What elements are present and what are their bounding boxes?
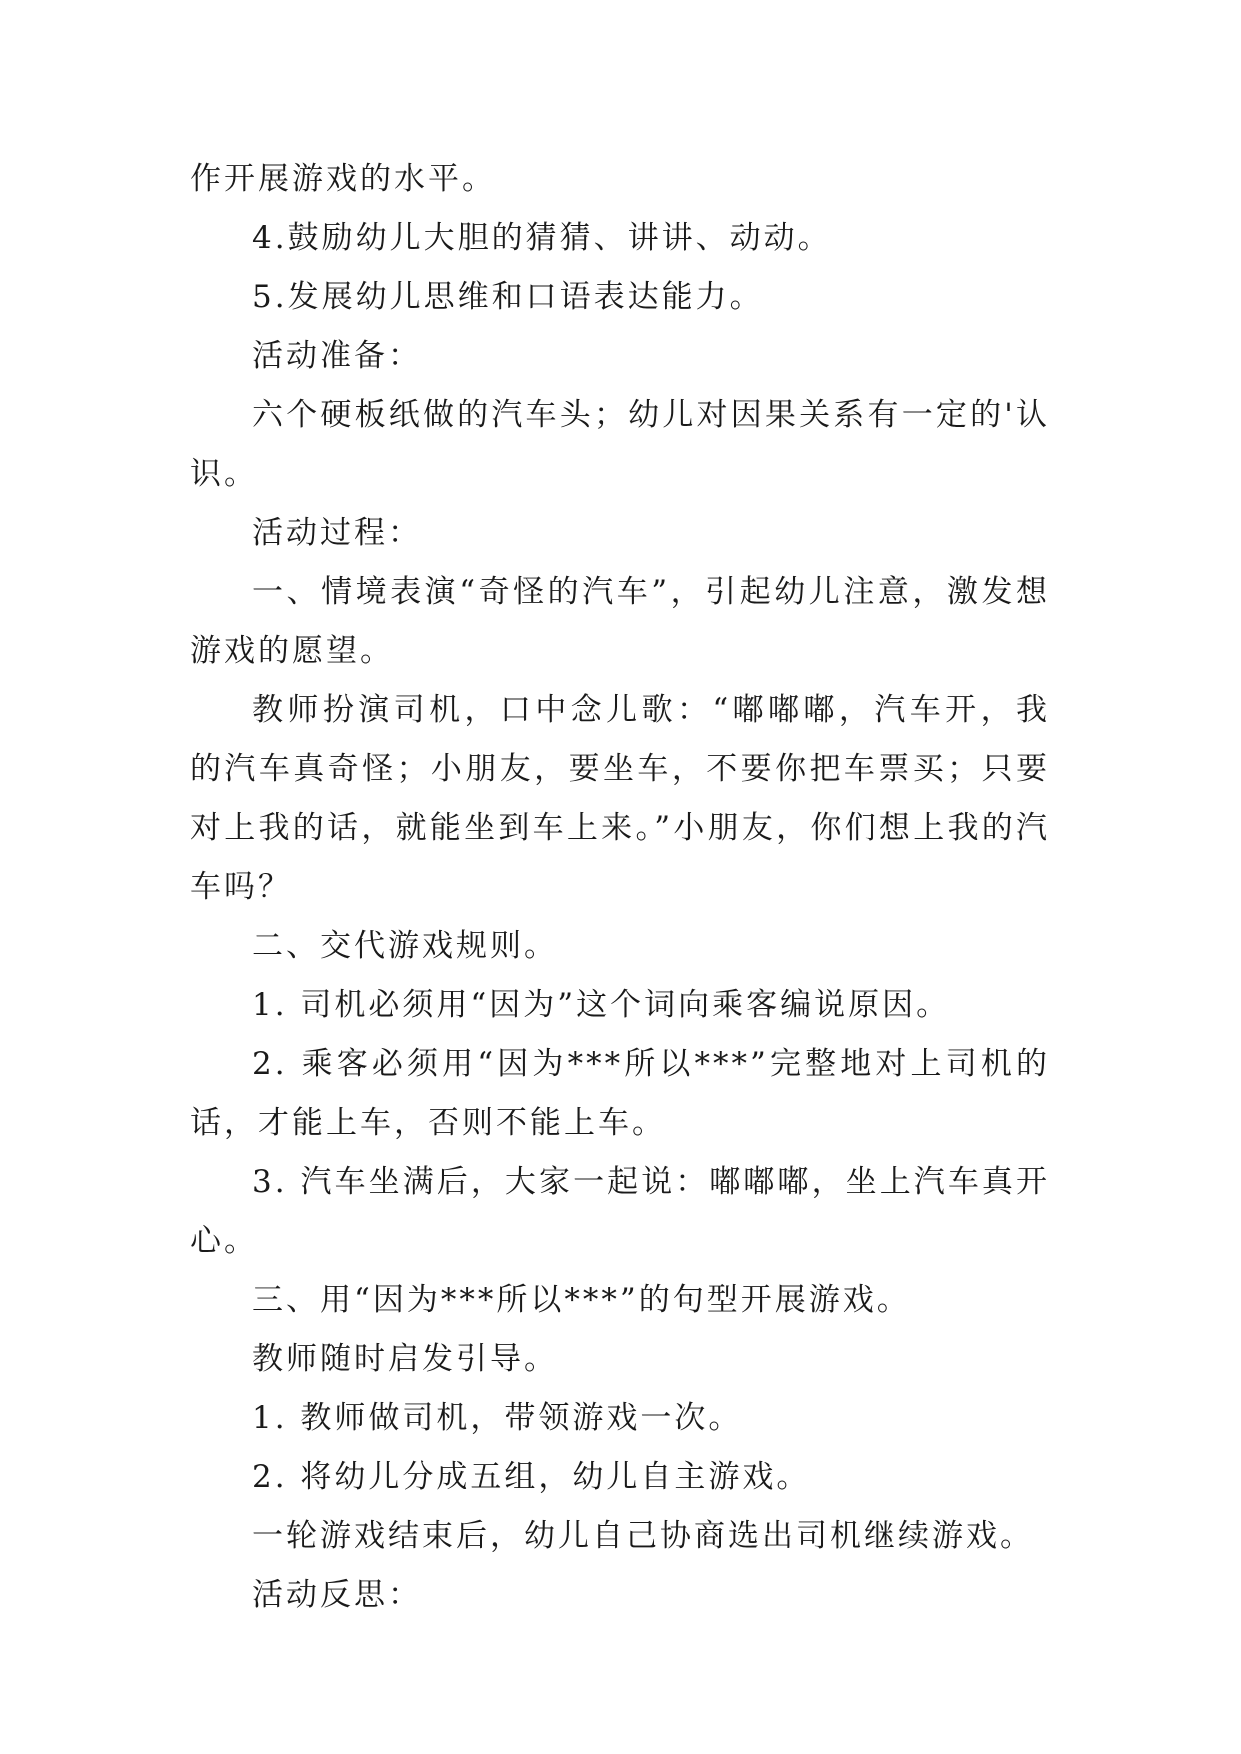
paragraph-game-1: 1. 教师做司机，带领游戏一次。 bbox=[252, 1400, 743, 1436]
heading-activity-process: 活动过程： bbox=[252, 515, 422, 551]
paragraph-preparation: 六个硬板纸做的汽车头；幼儿对因果关系有一定的'认识。 bbox=[190, 397, 1050, 492]
paragraph-goal-4: 4.鼓励幼儿大胆的猜猜、讲讲、动动。 bbox=[252, 220, 832, 256]
paragraph-rule-2: 2. 乘客必须用“因为***所以***”完整地对上司机的话，才能上车，否则不能上车。 bbox=[190, 1046, 1050, 1141]
paragraph-teacher-guidance: 教师随时启发引导。 bbox=[252, 1341, 558, 1377]
paragraph-step-3: 三、用“因为***所以***”的句型开展游戏。 bbox=[252, 1282, 911, 1318]
paragraph-game-2: 2. 将幼儿分成五组，幼儿自主游戏。 bbox=[252, 1459, 811, 1495]
paragraph-goal-5: 5.发展幼儿思维和口语表达能力。 bbox=[252, 279, 764, 315]
paragraph-step-2: 二、交代游戏规则。 bbox=[252, 928, 558, 964]
paragraph-rule-1: 1. 司机必须用“因为”这个词向乘客编说原因。 bbox=[252, 987, 951, 1023]
paragraph-step-1: 一、情境表演“奇怪的汽车”，引起幼儿注意，激发想游戏的愿望。 bbox=[190, 574, 1050, 669]
paragraph-round-end: 一轮游戏结束后，幼儿自己协商选出司机继续游戏。 bbox=[252, 1518, 1034, 1554]
heading-activity-preparation: 活动准备： bbox=[252, 338, 422, 374]
document-body bbox=[190, 150, 1050, 1625]
paragraph-continuation: 作开展游戏的水平。 bbox=[190, 161, 496, 197]
paragraph-rule-3: 3. 汽车坐满后，大家一起说：嘟嘟嘟，坐上汽车真开心。 bbox=[190, 1164, 1050, 1259]
paragraph-teacher-rhyme: 教师扮演司机，口中念儿歌：“嘟嘟嘟，汽车开，我的汽车真奇怪；小朋友，要坐车，不要你把车票买；只要对上我的话，就能坐到车上来。”小朋友，你们想上我的汽车吗？ bbox=[190, 692, 1050, 905]
heading-activity-reflection: 活动反思： bbox=[252, 1577, 422, 1613]
